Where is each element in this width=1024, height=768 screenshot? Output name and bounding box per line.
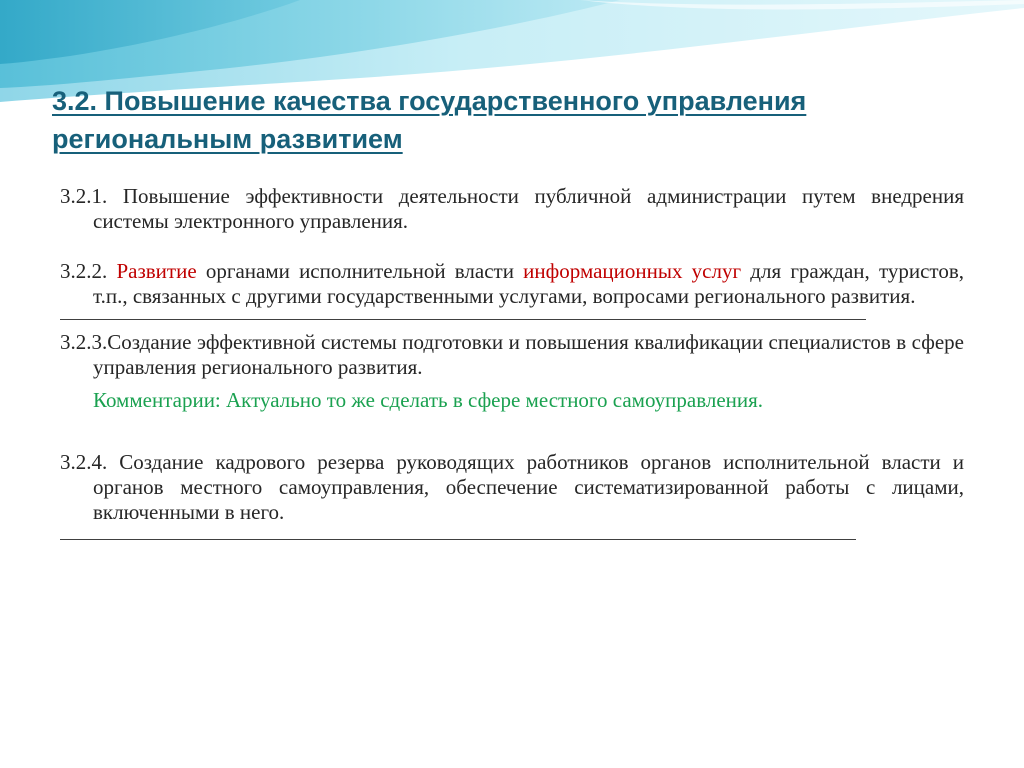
item-3-2-1: 3.2.1. Повышение эффективности деятельности публичной администрации путем внедрения системы электронного управления. [60, 184, 964, 233]
comment-text: Комментарии: Актуально то же сделать в сфере местного самоуправления. [93, 388, 764, 412]
highlight-development: Развитие [116, 259, 197, 283]
slide-content [60, 184, 964, 540]
item-3-2-2-number: 3.2.2. [60, 259, 117, 283]
item-3-2-3: 3.2.3.Создание эффективной системы подготовки и повышения квалификации специалистов в сфере управления регионального развития. [60, 330, 964, 379]
divider-line [60, 319, 866, 320]
highlight-information-services: информационных услуг [523, 259, 742, 283]
slide-title: 3.2. Повышение качества государственного управления региональным развитием [52, 86, 807, 154]
divider-line [60, 539, 856, 540]
item-3-2-2-middle: органами исполнительной власти [196, 259, 524, 283]
item-3-2-2 [60, 259, 964, 309]
item-3-2-2-rest: для граждан, туристов, т.п., связанных с другими государственными услугами, вопросами регионального развития. [93, 259, 964, 308]
item-3-2-4: 3.2.4. Создание кадрового резерва руководящих работников органов исполнительной власти и органов местного самоуправления, обеспечение систематизированной работы с лицами, включенными в него. [60, 450, 964, 524]
